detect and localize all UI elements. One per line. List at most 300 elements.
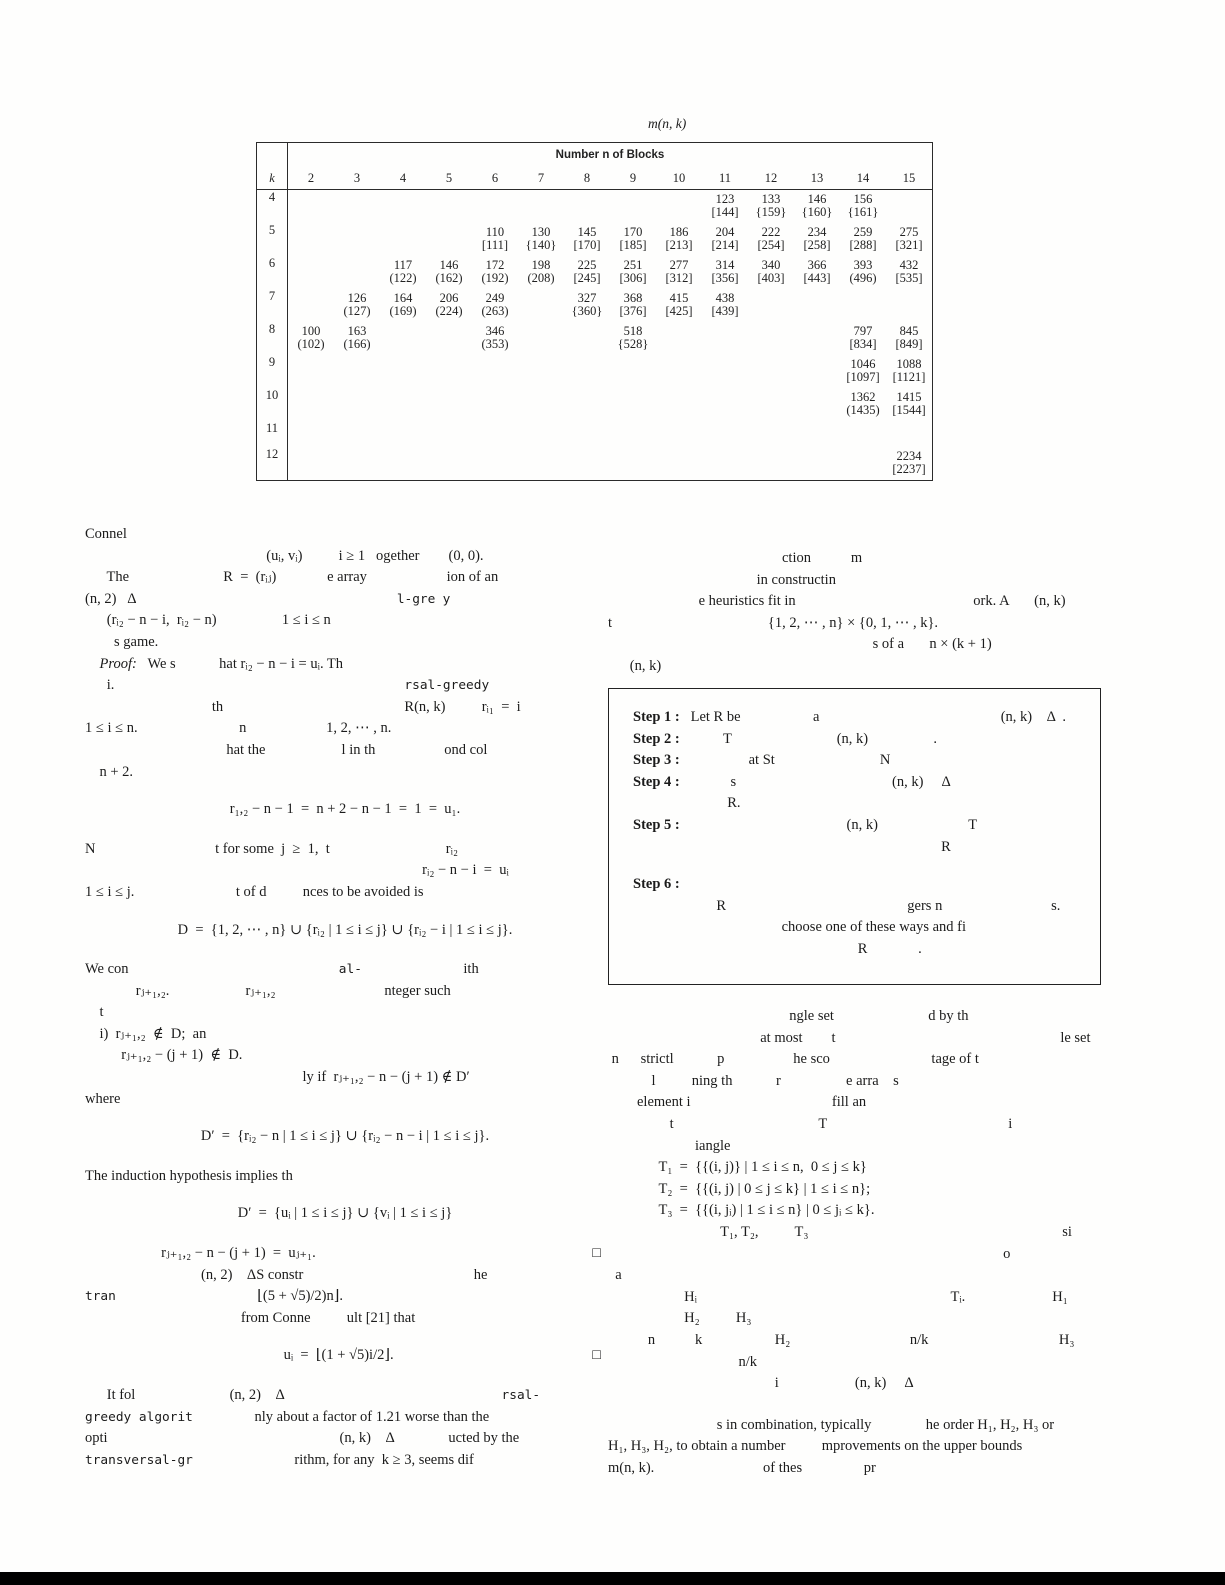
table-cell: [748, 421, 794, 447]
table-cell: [334, 223, 380, 256]
text-line: [608, 1179, 1128, 1201]
table-cell: [610, 447, 656, 481]
text-line: [85, 1002, 605, 1024]
table-cell: [610, 223, 656, 256]
text-line: [85, 740, 605, 762]
cell-bound: [144]: [711, 205, 739, 219]
table-cell: [564, 256, 610, 289]
table-cell: [564, 190, 610, 224]
table-cell: [840, 421, 886, 447]
text-line: [608, 1265, 1128, 1287]
column-header: 14: [840, 167, 886, 190]
table-cell: [426, 388, 472, 421]
table-cell: [288, 447, 335, 481]
table-cell: [472, 421, 518, 447]
cell-bound: [213]: [665, 238, 693, 252]
table-cell: [288, 322, 335, 355]
cell-value: 432: [899, 258, 919, 272]
table-cell: [334, 388, 380, 421]
table-cell: [840, 388, 886, 421]
cell-value: 518: [623, 324, 643, 338]
text-fragment: R gers n s.: [633, 897, 1061, 914]
text-line: [608, 1157, 1128, 1179]
table-cell: [656, 388, 702, 421]
cell-bound: [425]: [665, 304, 693, 318]
text-fragment: D′ = {uᵢ | 1 ≤ i ≤ j} ∪ {vᵢ | 1 ≤ i ≤ j}: [237, 1205, 453, 1222]
text-line: [85, 1166, 605, 1188]
text-line: [85, 1126, 605, 1148]
text-line: [85, 1265, 605, 1287]
column-header: 10: [656, 167, 702, 190]
text-fragment: Step 5 :: [633, 816, 680, 833]
text-fragment: Step 1 :: [633, 709, 680, 725]
text-fragment: ction m: [608, 550, 863, 566]
table-cell: [564, 421, 610, 447]
table-cell: [380, 355, 426, 388]
cell-bound: (1435): [846, 403, 880, 417]
text-fragment: tran: [85, 1289, 116, 1305]
text-line: [85, 1067, 605, 1089]
table-cell: [748, 223, 794, 256]
column-header: 2: [288, 167, 335, 190]
text-fragment: t: [85, 1004, 104, 1021]
cell-bound: (208): [527, 271, 555, 285]
text-fragment: D′ = {rᵢ₂ − n | 1 ≤ i ≤ j} ∪ {rᵢ₂ − n − i | 1 ≤ i ≤ j}.: [200, 1128, 490, 1145]
text-fragment: i (n, k) Δ: [608, 1375, 914, 1392]
table-cell: [564, 322, 610, 355]
right-column-post: [608, 1006, 1128, 1479]
text-line: [85, 654, 605, 676]
cell-value: 797: [853, 324, 873, 338]
table-cell: [794, 447, 840, 481]
table-cell: [380, 223, 426, 256]
k-label: k: [257, 167, 288, 190]
cell-bound: {159}: [755, 205, 787, 219]
table-cell: [656, 322, 702, 355]
text-line: [608, 548, 1123, 570]
text-fragment: hat the l in th ond col: [85, 741, 488, 758]
table-cell: [426, 289, 472, 322]
column-header: 3: [334, 167, 380, 190]
cell-value: 2234: [896, 449, 922, 463]
text-fragment: Step 6 :: [633, 876, 680, 893]
cell-value: 117: [393, 258, 413, 272]
k-value: 9: [257, 355, 288, 388]
text-fragment: (n, k) T: [679, 816, 978, 833]
table-cell: [794, 190, 840, 224]
cell-value: 206: [439, 291, 459, 305]
cell-value: 170: [623, 225, 643, 239]
text-fragment: t T i: [608, 1115, 1013, 1132]
text-fragment: [435, 591, 442, 607]
table-cell: [472, 322, 518, 355]
table-cell: [518, 447, 564, 481]
cell-bound: [306]: [619, 271, 647, 285]
text-line: [85, 524, 605, 546]
text-line: [85, 718, 605, 740]
cell-bound: {160}: [801, 205, 833, 219]
table-cell: [288, 388, 335, 421]
table-cell: [886, 355, 933, 388]
text-fragment: H₁, H₃, H₂, to obtain a number mprovements on the upper bounds: [608, 1438, 1023, 1455]
table-cell: [426, 190, 472, 224]
cell-bound: (496): [849, 271, 877, 285]
table-cell: [472, 355, 518, 388]
table-cell: [748, 388, 794, 421]
text-fragment: ⌊(5 + √5)/2)n⌋.: [115, 1288, 344, 1305]
text-fragment: R.: [633, 795, 741, 812]
table-cell: [886, 388, 933, 421]
cell-bound: [312]: [665, 271, 693, 285]
text-line: [608, 1222, 1128, 1244]
cell-value: 259: [853, 225, 873, 239]
column-header: 11: [702, 167, 748, 190]
text-line: [633, 772, 1092, 794]
text-fragment: where: [85, 1090, 121, 1107]
table-cell: [518, 355, 564, 388]
table-cell: [748, 289, 794, 322]
cell-value: 126: [347, 291, 367, 305]
cell-value: 275: [899, 225, 919, 239]
table-cell: [886, 421, 933, 447]
right-column-pre: [608, 548, 1123, 678]
table-row: [257, 289, 933, 322]
text-fragment: R: [633, 838, 951, 855]
table-cell: [886, 223, 933, 256]
table-cell: [886, 256, 933, 289]
text-line: [85, 697, 605, 719]
cell-value: 164: [393, 291, 413, 305]
cell-value: 327: [577, 291, 597, 305]
text-fragment: rᵢ₂ − n − i = uᵢ: [85, 862, 509, 879]
cell-value: 130: [531, 225, 551, 239]
text-line: [85, 1428, 605, 1450]
table-cell: [702, 355, 748, 388]
table-cell: [794, 256, 840, 289]
cell-value: 234: [807, 225, 827, 239]
text-line: [85, 959, 605, 981]
table-cell: [748, 190, 794, 224]
cell-bound: [214]: [711, 238, 739, 252]
text-fragment: Step 3 :: [633, 752, 680, 769]
text-fragment: D = {1, 2, ⋯ , n} ∪ {rᵢ₂ | 1 ≤ i ≤ j} ∪ {rᵢ₂ − i | 1 ≤ i ≤ j}.: [177, 921, 513, 938]
table-cell: [794, 388, 840, 421]
text-line: [85, 675, 605, 697]
table-row: [257, 190, 933, 224]
table-cell: [288, 190, 335, 224]
cell-bound: [170]: [573, 238, 601, 252]
cell-bound: [376]: [619, 304, 647, 318]
text-fragment: opti (n, k) Δ ucted by the: [85, 1430, 520, 1447]
text-fragment: Step 2 :: [633, 730, 680, 747]
text-fragment: T (n, k) .: [679, 730, 937, 747]
cell-value: 393: [853, 258, 873, 272]
text-line: [85, 1203, 605, 1225]
table-cell: [886, 289, 933, 322]
cell-value: 340: [761, 258, 781, 272]
text-fragment: n strictl p he sco tage of t: [608, 1051, 979, 1068]
cell-bound: (102): [297, 337, 325, 351]
cell-bound: [439]: [711, 304, 739, 318]
table-cell: [334, 447, 380, 481]
cell-value: 845: [899, 324, 919, 338]
text-line: [608, 1244, 1128, 1266]
text-line: [85, 1450, 605, 1472]
table-cell: [886, 190, 933, 224]
table-cell: [472, 256, 518, 289]
text-fragment: in constructin: [608, 571, 836, 588]
text-line: [608, 1308, 1128, 1330]
table-row: [257, 256, 933, 289]
table-cell: [288, 256, 335, 289]
text-fragment: Step 4 :: [633, 773, 680, 790]
cell-value: 204: [715, 225, 735, 239]
column-header: 9: [610, 167, 656, 190]
text-fragment: We con: [85, 961, 339, 978]
text-line: [608, 1028, 1128, 1050]
table-cell: [656, 421, 702, 447]
text-line: [608, 1006, 1128, 1028]
table-cell: [702, 256, 748, 289]
text-line: [85, 1045, 605, 1067]
cell-value: 1415: [896, 390, 922, 404]
cell-value: 368: [623, 291, 643, 305]
text-line: [633, 917, 1092, 939]
table-cell: [840, 322, 886, 355]
text-line: [633, 837, 1092, 859]
text-line: [85, 1024, 605, 1046]
text-line: [85, 1345, 605, 1367]
table-blocks-header: Number n of Blocks: [555, 149, 665, 161]
text-fragment: [85, 656, 100, 672]
cell-value: 222: [761, 225, 781, 239]
cell-value: 346: [485, 324, 505, 338]
text-fragment: (n, k): [608, 657, 662, 674]
table-cell: [702, 223, 748, 256]
text-line: [85, 567, 605, 589]
table-cell: [564, 289, 610, 322]
table-row: [257, 447, 933, 481]
cell-value: 1362: [850, 390, 876, 404]
text-line: [633, 939, 1092, 961]
text-line: [608, 1373, 1128, 1395]
table-cell: [426, 447, 472, 481]
table-cell: [702, 421, 748, 447]
table-cell: [564, 223, 610, 256]
text-fragment: l ning th r e arra s: [608, 1072, 899, 1089]
text-fragment: i) rⱼ₊₁,₂ ∉ D; an: [85, 1025, 207, 1042]
table-cell: [518, 289, 564, 322]
text-fragment: y: [442, 591, 451, 607]
cell-value: 366: [807, 258, 827, 272]
text-fragment: a: [608, 1267, 622, 1284]
cell-value: 198: [531, 258, 551, 272]
table-cell: [334, 421, 380, 447]
text-line: [608, 1200, 1128, 1222]
cell-value: 438: [715, 291, 735, 305]
text-line: [633, 707, 1092, 729]
cell-bound: (263): [481, 304, 509, 318]
text-line: [608, 570, 1123, 592]
text-fragment: 1 ≤ i ≤ n. n 1, 2, ⋯ , n.: [85, 720, 392, 737]
text-fragment: o: [608, 1245, 1011, 1262]
text-fragment: n + 2.: [85, 763, 134, 780]
table-cell: [656, 447, 702, 481]
text-fragment: al-: [338, 962, 362, 978]
table-cell: [518, 322, 564, 355]
table-cell: [840, 355, 886, 388]
table-cell: [380, 256, 426, 289]
text-line: [633, 750, 1092, 772]
table-cell: [334, 190, 380, 224]
text-fragment: Connel: [85, 526, 127, 542]
table-cell: [610, 256, 656, 289]
text-line: [608, 1092, 1128, 1114]
cell-value: 145: [577, 225, 597, 239]
table-cell: [840, 190, 886, 224]
text-line: [85, 1089, 605, 1111]
cell-bound: [356]: [711, 271, 739, 285]
table-cell: [748, 322, 794, 355]
table-cell: [702, 289, 748, 322]
cell-bound: (192): [481, 271, 509, 285]
text-fragment: rⱼ₊₁,₂. rⱼ₊₁,₂ nteger such: [85, 982, 451, 999]
table-cell: [518, 256, 564, 289]
text-fragment: The R = (rᵢⱼ) e array ion of an: [85, 569, 499, 586]
table-cell: [564, 355, 610, 388]
table-cell: [840, 223, 886, 256]
text-line: [85, 799, 605, 821]
text-line: [85, 981, 605, 1003]
text-line: [608, 1114, 1128, 1136]
text-fragment: greedy algorit: [85, 1409, 193, 1425]
table-cell: [748, 256, 794, 289]
column-header: 4: [380, 167, 426, 190]
text-fragment: s in combination, typically he order H₁, H₂, H₃ or: [608, 1416, 1055, 1433]
cell-value: 1046: [850, 357, 876, 371]
text-fragment: rsal-: [501, 1388, 541, 1403]
table-row: [257, 421, 933, 447]
k-value: 5: [257, 223, 288, 256]
table-cell: [656, 190, 702, 224]
column-header: 8: [564, 167, 610, 190]
text-fragment: choose one of these ways and fi: [633, 919, 967, 936]
table-cell: [794, 355, 840, 388]
page-bottom-scan-bar: [0, 1572, 1225, 1585]
table-cell: [840, 289, 886, 322]
text-fragment: at St N: [679, 752, 891, 769]
text-line: [85, 1385, 605, 1407]
table-cell: [518, 388, 564, 421]
cell-value: 249: [485, 291, 505, 305]
table-cell: [610, 388, 656, 421]
text-fragment: n k H₂ n/k H₃: [608, 1331, 1075, 1348]
text-fragment: iangle: [608, 1137, 731, 1154]
figure-title: m(n, k): [648, 116, 687, 131]
cell-bound: [254]: [757, 238, 785, 252]
table-cell: [656, 355, 702, 388]
table-cell: [610, 190, 656, 224]
table-cell: [610, 421, 656, 447]
cell-bound: (127): [343, 304, 371, 318]
text-line: [85, 1243, 605, 1265]
text-line: [608, 591, 1123, 613]
text-fragment: nly about a factor of 1.21 worse than the: [192, 1408, 490, 1425]
text-fragment: transversal-gr: [85, 1452, 193, 1468]
text-line: [85, 610, 605, 632]
column-header: 6: [472, 167, 518, 190]
table-cell: [840, 256, 886, 289]
text-fragment: element i fill an: [608, 1094, 867, 1111]
data-table: [256, 142, 933, 481]
table-cell: [334, 355, 380, 388]
table-header-row: [257, 143, 933, 168]
table-cell: [702, 447, 748, 481]
table-cell: [610, 355, 656, 388]
text-fragment: n/k: [608, 1353, 758, 1370]
table-cell: [472, 388, 518, 421]
table-cell: [518, 223, 564, 256]
cell-value: 110: [485, 225, 505, 239]
text-line: [85, 1308, 605, 1330]
text-fragment: from Conne ult [21] that: [85, 1309, 416, 1326]
table-cell: [472, 223, 518, 256]
text-fragment: at most t le set: [608, 1029, 1091, 1046]
text-fragment: ngle set d by th: [608, 1008, 969, 1024]
table-cell: [794, 289, 840, 322]
cell-bound: [1544]: [892, 403, 926, 417]
table-cell: [518, 421, 564, 447]
table-cell: [380, 447, 426, 481]
text-fragment: ly if rⱼ₊₁,₂ − n − (j + 1) ∉ D′: [85, 1069, 470, 1086]
text-fragment: (n, 2) Δ: [85, 590, 397, 607]
cell-bound: [403]: [757, 271, 785, 285]
cell-bound: [535]: [895, 271, 923, 285]
text-line: [633, 729, 1092, 751]
text-fragment: s (n, k) Δ: [679, 773, 951, 790]
k-value: 8: [257, 322, 288, 355]
text-fragment: Proof:: [99, 655, 137, 672]
column-header: 13: [794, 167, 840, 190]
text-fragment: We s hat rᵢ₂ − n − i = uᵢ. Th: [136, 655, 344, 672]
cell-bound: (224): [435, 304, 463, 318]
text-fragment: l-gre: [396, 591, 436, 607]
text-fragment: e heuristics fit in ork. A (n, k): [608, 593, 1066, 610]
text-line: [85, 1407, 605, 1429]
cell-bound: [1121]: [892, 370, 926, 384]
table-cell: [794, 223, 840, 256]
cell-bound: [321]: [895, 238, 923, 252]
table-cell: [472, 289, 518, 322]
table-cell: [564, 388, 610, 421]
table-cell: [426, 355, 472, 388]
text-line: [85, 920, 605, 942]
cell-bound: (122): [389, 271, 417, 285]
table-cell: [426, 223, 472, 256]
cell-value: 415: [669, 291, 689, 305]
k-value: 12: [257, 447, 288, 481]
table-cell: [426, 421, 472, 447]
text-fragment: 1 ≤ i ≤ j. t of d nces to be avoided is: [85, 883, 424, 900]
k-value: 7: [257, 289, 288, 322]
cell-bound: [245]: [573, 271, 601, 285]
cell-value: 314: [715, 258, 735, 272]
text-line: [633, 874, 1092, 896]
cell-value: 172: [485, 258, 505, 272]
text-line: [85, 860, 605, 882]
text-fragment: i.: [85, 677, 405, 694]
cell-value: 277: [669, 258, 689, 272]
